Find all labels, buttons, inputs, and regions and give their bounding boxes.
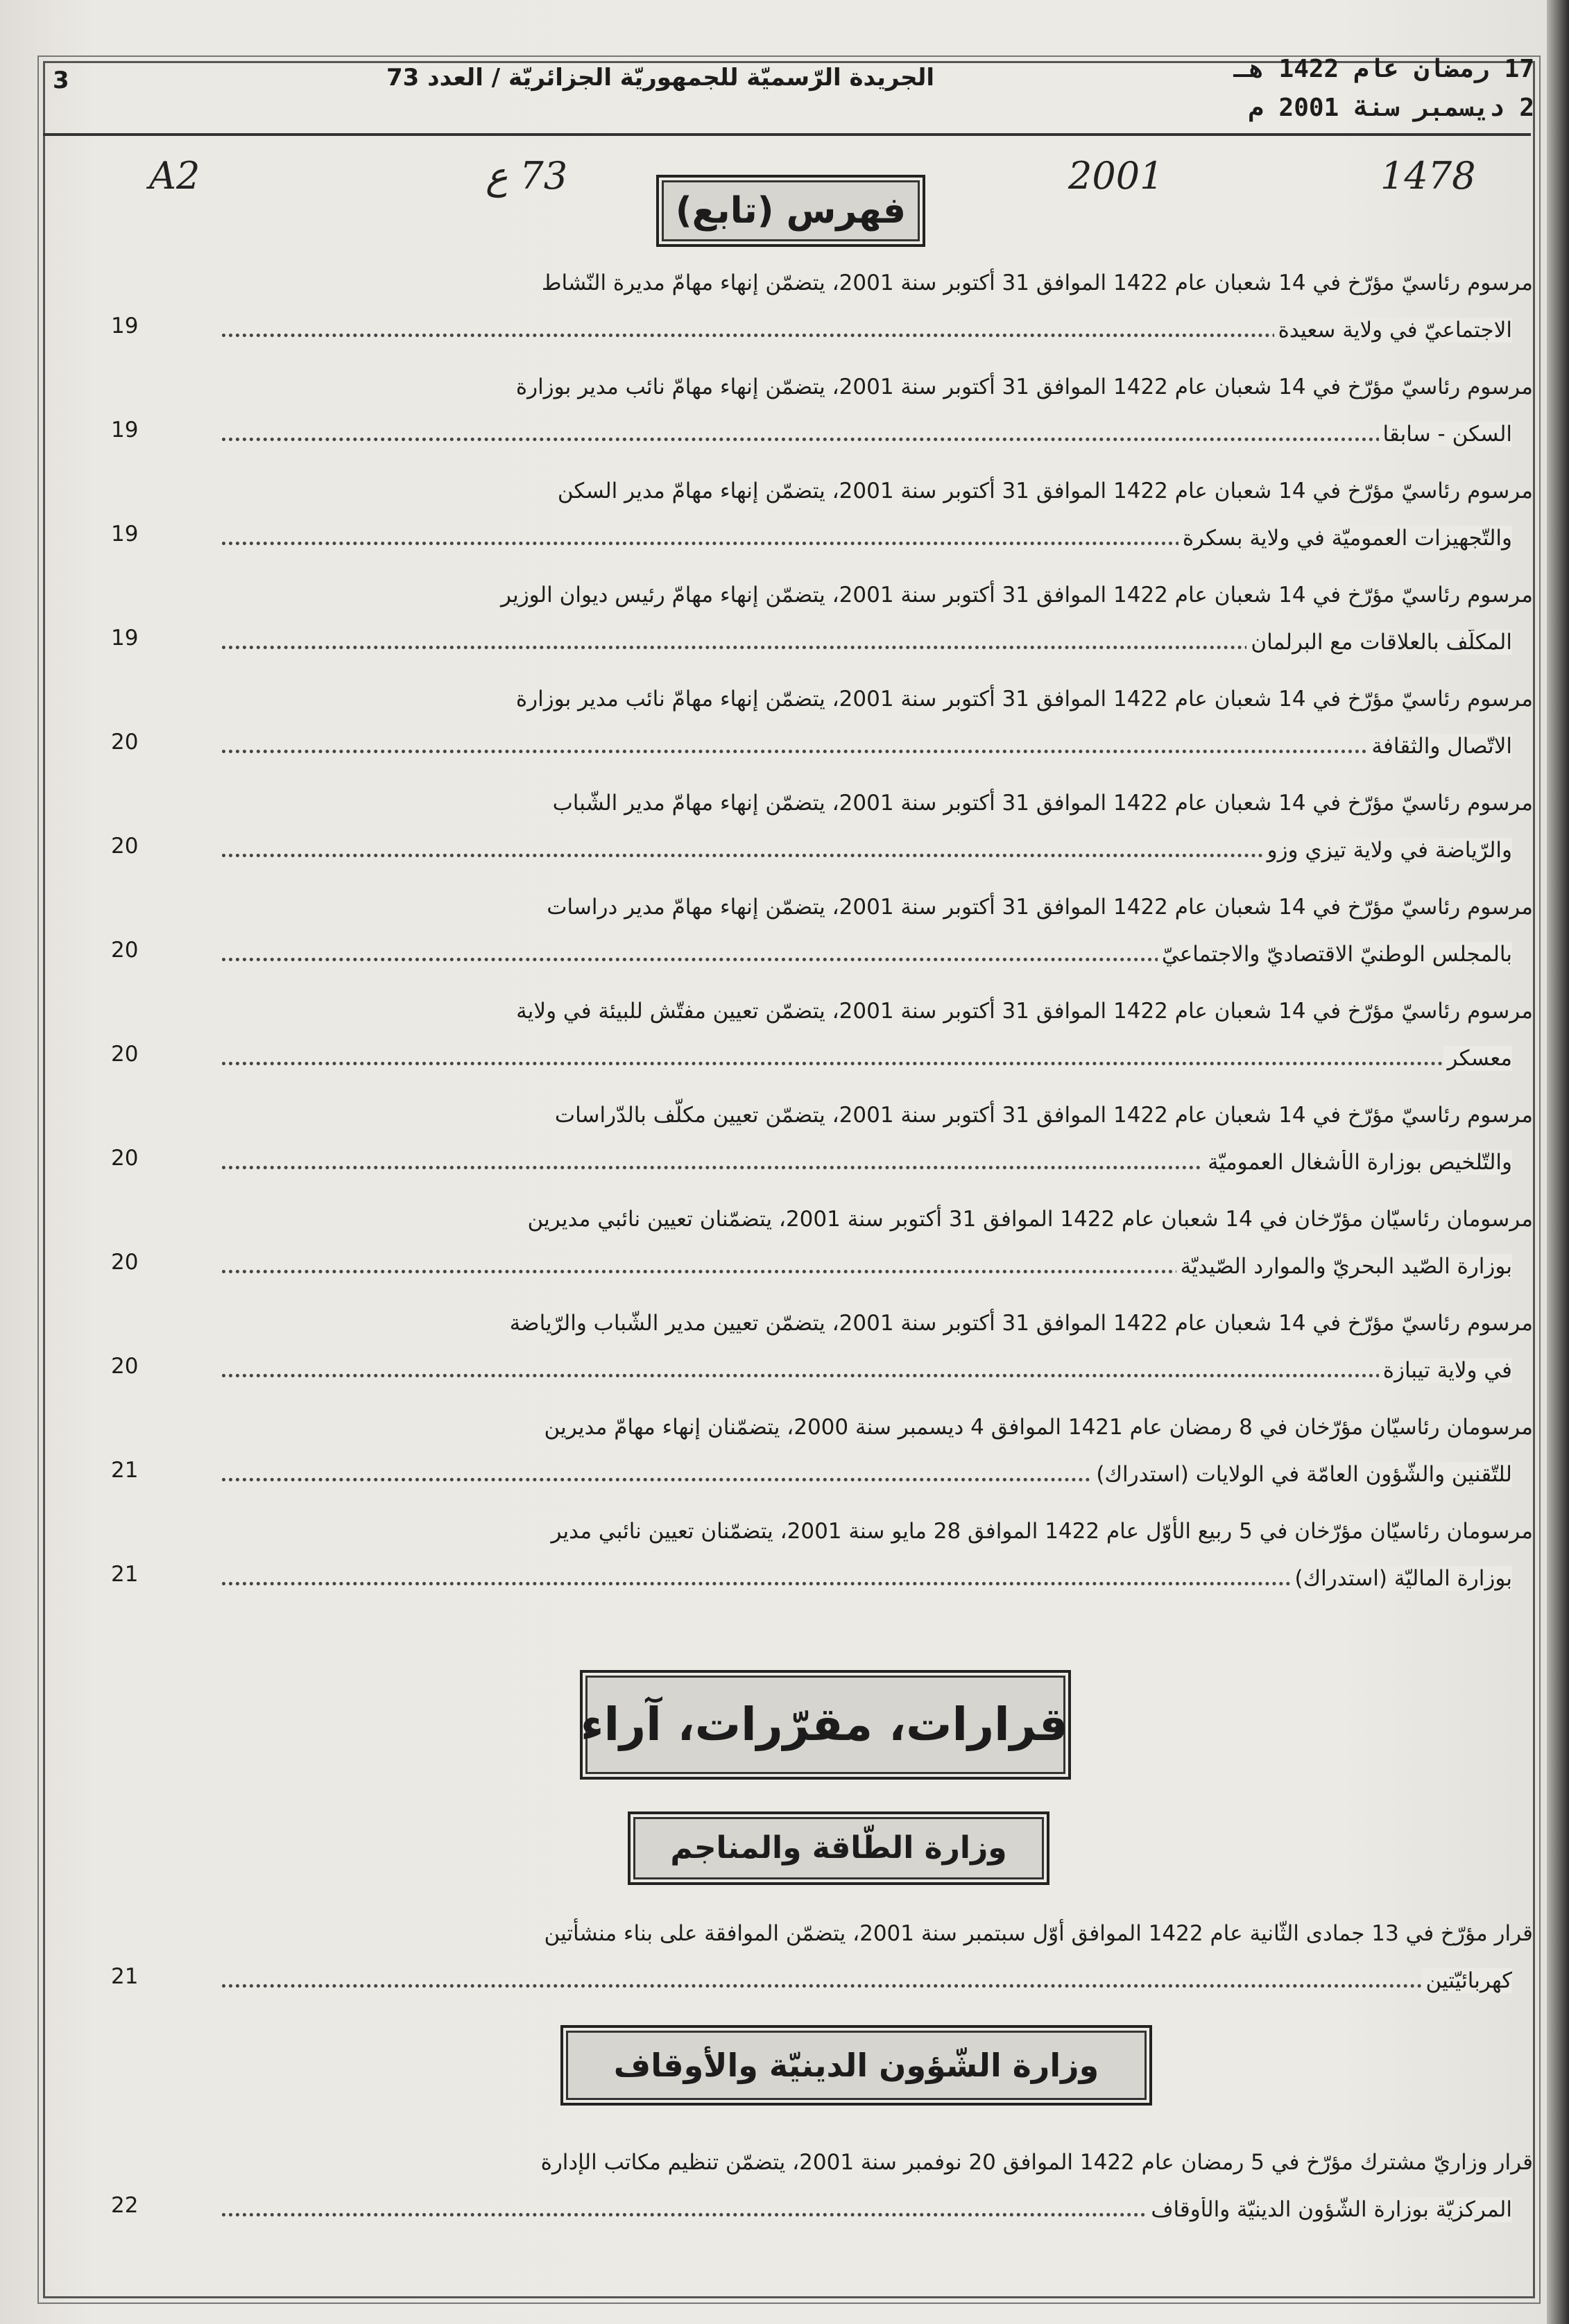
entry-page-number: 20 — [111, 1354, 139, 1379]
entry-page-number: 22 — [111, 2193, 139, 2218]
entry-page-number: 21 — [111, 1458, 139, 1483]
entry-line-2: للتّقنين والشّؤون العامّة في الولايات (استدراك) — [1092, 1462, 1512, 1487]
entry-line-2: المركزيّة بوزارة الشّؤون الدينيّة والأوقاف — [1147, 2197, 1512, 2222]
leader-dots — [222, 438, 1512, 441]
entry-line-1: مرسوم رئاسيّ مؤرّخ في 14 شعبان عام 1422 الموافق 31 أكتوبر سنة 2001، يتضمّن إنهاء مهامّ مدير دراسات — [547, 895, 1533, 920]
page-edge-shadow — [1547, 0, 1569, 2324]
entry-line-1: قرار وزاريّ مشترك مؤرّخ في 5 رمضان عام 1422 الموافق 20 نوفمبر سنة 2001، يتضمّن تنظيم مكاتب الإدارة — [540, 2150, 1533, 2175]
entry-line-2: معسكر — [1443, 1046, 1512, 1071]
entry-line-2: بوزارة الصّيد البحريّ والموارد الصّيديّة — [1176, 1254, 1512, 1279]
header-rule — [43, 133, 1531, 136]
header-dates — [1233, 50, 1534, 128]
header-date-gregorian: 2 ديسمبر سنة 2001 م — [1249, 94, 1534, 122]
header-date-hijri: 17 رمضان عام 1422 هـ — [1233, 55, 1534, 83]
entry-line-1: مرسوم رئاسيّ مؤرّخ في 14 شعبان عام 1422 الموافق 31 أكتوبر سنة 2001، يتضمّن إنهاء مهامّ مدير السكن — [557, 479, 1533, 503]
ministry-heading-religious-affairs: وزارة الشّؤون الدينيّة والأوقاف — [560, 2025, 1152, 2106]
ministry-heading-energy: وزارة الطّاقة والمناجم — [628, 1811, 1049, 1885]
entry-line-1: مرسومان رئاسيّان مؤرّخان في 8 رمضان عام 1421 الموافق 4 ديسمبر سنة 2000، يتضمّنان إنهاء مهامّ مديرين — [544, 1415, 1533, 1440]
entry-page-number: 21 — [111, 1562, 139, 1587]
journal-title: الجريدة الرّسميّة للجمهوريّة الجزائريّة / العدد 73 — [386, 64, 934, 92]
entry-line-1: مرسوم رئاسيّ مؤرّخ في 14 شعبان عام 1422 الموافق 31 أكتوبر سنة 2001، يتضمّن تعيين مفتّش للبيئة في ولاية — [516, 999, 1533, 1024]
entry-line-1: مرسوم رئاسيّ مؤرّخ في 14 شعبان عام 1422 الموافق 31 أكتوبر سنة 2001، يتضمّن إنهاء مهامّ مدير الشّباب — [552, 791, 1533, 816]
entry-page-number: 20 — [111, 834, 139, 859]
entry-page-number: 20 — [111, 730, 139, 755]
entry-page-number: 21 — [111, 1964, 139, 1989]
index-heading: فهرس (تابع) — [656, 175, 925, 247]
handwritten-mark-a: A2 — [149, 154, 200, 198]
entry-line-2: السكن - سابقا — [1379, 422, 1513, 447]
entry-line-2: والرّياضة في ولاية تيزي وزو — [1263, 838, 1512, 863]
handwritten-mark-d: 1478 — [1380, 154, 1476, 198]
entry-page-number: 20 — [111, 1146, 139, 1171]
entry-line-1: مرسوم رئاسيّ مؤرّخ في 14 شعبان عام 1422 الموافق 31 أكتوبر سنة 2001، يتضمّن إنهاء مهامّ نائب مدير بوزارة — [515, 687, 1533, 712]
entry-page-number: 19 — [111, 418, 139, 442]
entry-page-number: 20 — [111, 938, 139, 963]
entry-line-1: مرسوم رئاسيّ مؤرّخ في 14 شعبان عام 1422 الموافق 31 أكتوبر سنة 2001، يتضمّن إنهاء مهامّ رئيس ديوان الوزير — [500, 583, 1533, 608]
leader-dots — [222, 1984, 1512, 1988]
entry-line-1: مرسوم رئاسيّ مؤرّخ في 14 شعبان عام 1422 الموافق 31 أكتوبر سنة 2001، يتضمّن تعيين مكلّف بالدّراسات — [554, 1103, 1533, 1128]
entry-line-2: الاجتماعيّ في ولاية سعيدة — [1274, 318, 1512, 343]
entry-line-1: قرار مؤرّخ في 13 جمادى الثّانية عام 1422 الموافق أوّل سبتمبر سنة 2001، يتضمّن الموافقة على بناء منشأتين — [544, 1921, 1533, 1946]
entry-line-2: بوزارة الماليّة (استدراك) — [1290, 1566, 1512, 1591]
entry-page-number: 20 — [111, 1250, 139, 1275]
entry-line-2: كهربائيّتين — [1421, 1968, 1512, 1993]
entry-line-2: والتّلخيص بوزارة الأشغال العموميّة — [1203, 1150, 1512, 1175]
entry-line-2: بالمجلس الوطنيّ الاقتصاديّ والاجتماعيّ — [1158, 942, 1512, 967]
entry-line-1: مرسومان رئاسيّان مؤرّخان في 5 ربيع الأوّل عام 1422 الموافق 28 مايو سنة 2001، يتضمّنان تعيين نائبي مدير — [551, 1519, 1533, 1544]
page-header — [43, 43, 1534, 133]
leader-dots — [222, 1062, 1512, 1065]
entry-line-1: مرسوم رئاسيّ مؤرّخ في 14 شعبان عام 1422 الموافق 31 أكتوبر سنة 2001، يتضمّن إنهاء مهامّ نائب مدير بوزارة — [515, 375, 1533, 399]
entry-page-number: 19 — [111, 522, 139, 546]
entry-page-number: 19 — [111, 626, 139, 651]
entry-line-2: المكلّف بالعلاقات مع البرلمان — [1246, 630, 1512, 655]
section-heading: قرارات، مقرّرات، آراء — [580, 1670, 1071, 1780]
handwritten-mark-c: 2001 — [1068, 154, 1164, 198]
entry-line-2: في ولاية تيبازة — [1379, 1358, 1512, 1383]
entry-page-number: 20 — [111, 1042, 139, 1067]
entry-page-number: 19 — [111, 313, 139, 338]
leader-dots — [222, 750, 1512, 753]
entry-line-1: مرسومان رئاسيّان مؤرّخان في 14 شعبان عام 1422 الموافق 31 أكتوبر سنة 2001، يتضمّنان تعيين نائبي مديرين — [527, 1207, 1533, 1232]
entry-line-1: مرسوم رئاسيّ مؤرّخ في 14 شعبان عام 1422 الموافق 31 أكتوبر سنة 2001، يتضمّن تعيين مدير الشّباب والرّياضة — [509, 1311, 1533, 1336]
page-number: 3 — [53, 67, 69, 94]
entry-line-2: الاتّصال والثقافة — [1367, 734, 1512, 759]
leader-dots — [222, 1374, 1512, 1377]
handwritten-mark-b: 73 ع — [486, 154, 568, 198]
entry-line-2: والتّجهيزات العموميّة في ولاية بسكرة — [1178, 526, 1512, 551]
entry-line-1: مرسوم رئاسيّ مؤرّخ في 14 شعبان عام 1422 الموافق 31 أكتوبر سنة 2001، يتضمّن إنهاء مهامّ مديرة النّشاط — [541, 270, 1533, 295]
